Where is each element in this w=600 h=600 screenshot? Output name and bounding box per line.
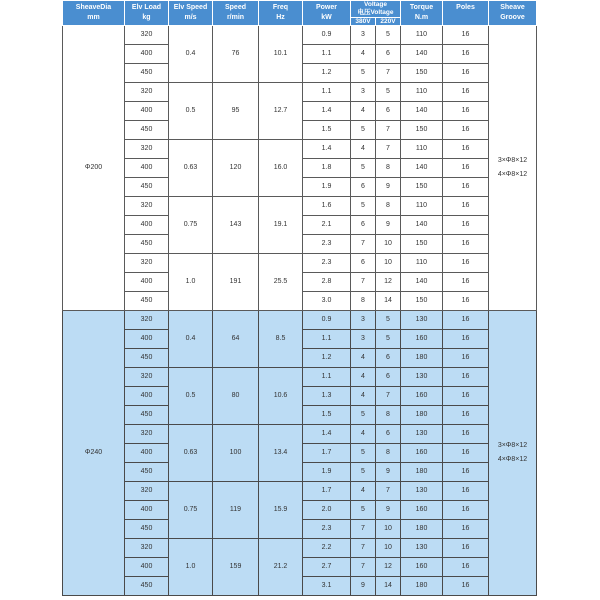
torque-cell: 180	[401, 406, 443, 425]
header-poles-label: Poles	[456, 4, 475, 11]
torque-cell: 110	[401, 254, 443, 273]
header-sheave-dia-unit: mm	[87, 14, 100, 21]
poles-cell: 16	[443, 45, 489, 64]
voltage-220v-cell: 6	[376, 102, 401, 121]
voltage-380v-cell: 4	[351, 482, 376, 501]
voltage-380v-cell: 3	[351, 311, 376, 330]
elv-load-cell: 450	[125, 64, 169, 83]
table-row	[63, 368, 537, 387]
voltage-220v-cell: 8	[376, 159, 401, 178]
elv-speed-cell: 0.4	[169, 311, 213, 368]
torque-cell: 130	[401, 539, 443, 558]
torque-cell: 160	[401, 330, 443, 349]
poles-cell: 16	[443, 349, 489, 368]
elv-load-cell: 450	[125, 577, 169, 596]
power-cell: 0.9	[303, 311, 351, 330]
header-power-label: Power	[315, 4, 337, 11]
voltage-380v-cell: 4	[351, 140, 376, 159]
power-cell: 1.7	[303, 444, 351, 463]
torque-cell: 180	[401, 520, 443, 539]
elv-load-cell: 320	[125, 254, 169, 273]
speed-cell: 159	[213, 539, 259, 596]
voltage-380v-cell: 8	[351, 292, 376, 311]
table-row	[63, 26, 537, 45]
voltage-380v-cell: 7	[351, 558, 376, 577]
power-cell: 1.7	[303, 482, 351, 501]
header-sheave-label: Sheave	[500, 4, 525, 11]
voltage-220v-cell: 6	[376, 425, 401, 444]
header-voltage	[351, 1, 401, 18]
torque-cell: 130	[401, 482, 443, 501]
voltage-380v-cell: 5	[351, 197, 376, 216]
voltage-220v-cell: 6	[376, 368, 401, 387]
group-phi200	[63, 26, 537, 311]
power-cell: 2.1	[303, 216, 351, 235]
voltage-220v-cell: 7	[376, 482, 401, 501]
torque-cell: 160	[401, 558, 443, 577]
poles-cell: 16	[443, 216, 489, 235]
torque-cell: 110	[401, 26, 443, 45]
voltage-380v-cell: 4	[351, 387, 376, 406]
voltage-220v-cell: 7	[376, 64, 401, 83]
table-row	[63, 197, 537, 216]
groove-option-3: 3×Φ8×12	[497, 442, 528, 449]
voltage-380v-cell: 4	[351, 102, 376, 121]
torque-cell: 140	[401, 159, 443, 178]
header-torque-label: Torque	[409, 4, 434, 11]
table-row	[63, 482, 537, 501]
elv-load-cell: 450	[125, 463, 169, 482]
elv-speed-cell: 0.5	[169, 368, 213, 425]
power-cell: 0.9	[303, 26, 351, 45]
header-torque	[401, 1, 443, 26]
voltage-220v-cell: 10	[376, 520, 401, 539]
header-groove-label: Groove	[500, 14, 525, 21]
poles-cell: 16	[443, 444, 489, 463]
elv-load-cell: 450	[125, 235, 169, 254]
header-freq	[259, 1, 303, 26]
power-cell: 2.8	[303, 273, 351, 292]
header-sheave-dia	[63, 1, 125, 26]
poles-cell: 16	[443, 368, 489, 387]
voltage-220v-cell: 8	[376, 197, 401, 216]
voltage-380v-cell: 7	[351, 520, 376, 539]
poles-cell: 16	[443, 425, 489, 444]
voltage-380v-cell: 5	[351, 463, 376, 482]
header-sheave-groove	[489, 1, 537, 26]
power-cell: 2.3	[303, 520, 351, 539]
speed-cell: 143	[213, 197, 259, 254]
voltage-220v-cell: 5	[376, 311, 401, 330]
voltage-380v-cell: 5	[351, 64, 376, 83]
elv-speed-cell: 0.5	[169, 83, 213, 140]
elv-load-cell: 400	[125, 273, 169, 292]
voltage-220v-cell: 12	[376, 273, 401, 292]
torque-cell: 140	[401, 216, 443, 235]
speed-cell: 76	[213, 26, 259, 83]
power-cell: 1.4	[303, 102, 351, 121]
poles-cell: 16	[443, 539, 489, 558]
voltage-220v-cell: 10	[376, 254, 401, 273]
speed-cell: 191	[213, 254, 259, 311]
sheave-dia-cell: Φ200	[63, 26, 125, 311]
poles-cell: 16	[443, 102, 489, 121]
header-speed-label: Speed	[224, 4, 246, 11]
elv-load-cell: 400	[125, 501, 169, 520]
power-cell: 1.6	[303, 197, 351, 216]
elv-speed-cell: 1.0	[169, 539, 213, 596]
speed-cell: 100	[213, 425, 259, 482]
power-cell: 2.3	[303, 254, 351, 273]
torque-cell: 160	[401, 444, 443, 463]
groove-option-3: 3×Φ8×12	[497, 157, 528, 164]
torque-cell: 140	[401, 45, 443, 64]
power-cell: 1.5	[303, 121, 351, 140]
voltage-220v-cell: 9	[376, 216, 401, 235]
header-speed-unit: r/min	[226, 14, 245, 21]
voltage-220v-cell: 10	[376, 235, 401, 254]
torque-cell: 130	[401, 311, 443, 330]
elv-speed-cell: 0.75	[169, 482, 213, 539]
elv-load-cell: 450	[125, 349, 169, 368]
power-cell: 2.2	[303, 539, 351, 558]
header-power	[303, 1, 351, 26]
voltage-380v-cell: 3	[351, 330, 376, 349]
power-cell: 2.7	[303, 558, 351, 577]
table-row	[63, 425, 537, 444]
elv-load-cell: 400	[125, 387, 169, 406]
voltage-220v-cell: 14	[376, 577, 401, 596]
power-cell: 2.3	[303, 235, 351, 254]
voltage-380v-cell: 3	[351, 26, 376, 45]
freq-cell: 19.1	[259, 197, 303, 254]
torque-cell: 110	[401, 197, 443, 216]
poles-cell: 16	[443, 178, 489, 197]
poles-cell: 16	[443, 26, 489, 45]
speed-cell: 80	[213, 368, 259, 425]
voltage-380v-cell: 7	[351, 539, 376, 558]
elv-load-cell: 320	[125, 539, 169, 558]
header-freq-label: Freq	[272, 4, 289, 11]
voltage-220v-cell: 6	[376, 45, 401, 64]
elv-load-cell: 400	[125, 159, 169, 178]
torque-cell: 140	[401, 102, 443, 121]
power-cell: 1.5	[303, 406, 351, 425]
voltage-220v-cell: 9	[376, 501, 401, 520]
elv-load-cell: 450	[125, 121, 169, 140]
elv-load-cell: 450	[125, 520, 169, 539]
elv-load-cell: 320	[125, 197, 169, 216]
freq-cell: 12.7	[259, 83, 303, 140]
elv-load-cell: 320	[125, 425, 169, 444]
power-cell: 3.1	[303, 577, 351, 596]
poles-cell: 16	[443, 387, 489, 406]
torque-cell: 160	[401, 387, 443, 406]
voltage-220v-cell: 10	[376, 539, 401, 558]
freq-cell: 10.6	[259, 368, 303, 425]
torque-cell: 180	[401, 463, 443, 482]
elv-load-cell: 400	[125, 558, 169, 577]
elv-speed-cell: 1.0	[169, 254, 213, 311]
poles-cell: 16	[443, 520, 489, 539]
header-poles	[443, 1, 489, 26]
poles-cell: 16	[443, 140, 489, 159]
power-cell: 1.1	[303, 368, 351, 387]
sheave-dia-cell: Φ240	[63, 311, 125, 596]
voltage-380v-cell: 7	[351, 273, 376, 292]
power-cell: 1.1	[303, 83, 351, 102]
speed-cell: 119	[213, 482, 259, 539]
header-sheave-dia-label: SheaveDia	[75, 4, 112, 11]
elv-speed-cell: 0.75	[169, 197, 213, 254]
torque-cell: 160	[401, 501, 443, 520]
power-cell: 1.2	[303, 349, 351, 368]
speed-cell: 120	[213, 140, 259, 197]
voltage-380v-cell: 5	[351, 406, 376, 425]
voltage-380v-cell: 6	[351, 178, 376, 197]
voltage-220v-cell: 5	[376, 26, 401, 45]
freq-cell: 13.4	[259, 425, 303, 482]
power-cell: 1.2	[303, 64, 351, 83]
header-voltage-label: Voltage	[364, 1, 387, 8]
header-elv-speed	[169, 1, 213, 26]
elv-load-cell: 320	[125, 482, 169, 501]
poles-cell: 16	[443, 121, 489, 140]
voltage-380v-cell: 4	[351, 368, 376, 387]
torque-cell: 110	[401, 140, 443, 159]
elv-load-cell: 320	[125, 368, 169, 387]
elv-load-cell: 400	[125, 330, 169, 349]
poles-cell: 16	[443, 273, 489, 292]
voltage-380v-cell: 5	[351, 121, 376, 140]
voltage-220v-cell: 8	[376, 406, 401, 425]
voltage-380v-cell: 4	[351, 425, 376, 444]
poles-cell: 16	[443, 463, 489, 482]
poles-cell: 16	[443, 64, 489, 83]
power-cell: 1.9	[303, 178, 351, 197]
header-elv-load	[125, 1, 169, 26]
voltage-380v-cell: 4	[351, 349, 376, 368]
header-elv-load-unit: kg	[142, 14, 151, 21]
torque-cell: 140	[401, 273, 443, 292]
poles-cell: 16	[443, 482, 489, 501]
voltage-380v-cell: 3	[351, 83, 376, 102]
table-row	[63, 539, 537, 558]
poles-cell: 16	[443, 197, 489, 216]
header-elv-speed-label: Elv Speed	[173, 4, 208, 11]
poles-cell: 16	[443, 159, 489, 178]
spec-table-container	[62, 0, 536, 596]
poles-cell: 16	[443, 577, 489, 596]
power-cell: 1.1	[303, 45, 351, 64]
torque-cell: 150	[401, 121, 443, 140]
power-cell: 1.9	[303, 463, 351, 482]
voltage-220v-cell: 8	[376, 444, 401, 463]
header-elv-load-label: Elv Load	[131, 4, 162, 11]
torque-cell: 150	[401, 178, 443, 197]
freq-cell: 10.1	[259, 26, 303, 83]
elv-load-cell: 400	[125, 45, 169, 64]
freq-cell: 16.0	[259, 140, 303, 197]
table-row	[63, 311, 537, 330]
elv-speed-cell: 0.63	[169, 140, 213, 197]
poles-cell: 16	[443, 83, 489, 102]
voltage-380v-cell: 5	[351, 444, 376, 463]
speed-cell: 64	[213, 311, 259, 368]
voltage-380v-cell: 6	[351, 254, 376, 273]
torque-cell: 130	[401, 425, 443, 444]
torque-cell: 150	[401, 235, 443, 254]
elv-speed-cell: 0.4	[169, 26, 213, 83]
voltage-380v-cell: 4	[351, 45, 376, 64]
table-header	[63, 1, 537, 26]
header-voltage-cn: 电压Voltage	[357, 9, 394, 16]
poles-cell: 16	[443, 501, 489, 520]
voltage-220v-cell: 5	[376, 330, 401, 349]
poles-cell: 16	[443, 254, 489, 273]
sheave-groove-cell	[489, 311, 537, 596]
voltage-380v-cell: 6	[351, 216, 376, 235]
freq-cell: 21.2	[259, 539, 303, 596]
sheave-groove-cell	[489, 26, 537, 311]
elv-load-cell: 400	[125, 444, 169, 463]
header-power-unit: kW	[321, 14, 332, 21]
speed-cell: 95	[213, 83, 259, 140]
torque-cell: 180	[401, 577, 443, 596]
voltage-220v-cell: 7	[376, 121, 401, 140]
header-elv-speed-unit: m/s	[184, 14, 197, 21]
freq-cell: 15.9	[259, 482, 303, 539]
table-row	[63, 83, 537, 102]
elv-load-cell: 320	[125, 26, 169, 45]
poles-cell: 16	[443, 311, 489, 330]
torque-cell: 110	[401, 83, 443, 102]
torque-cell: 150	[401, 292, 443, 311]
freq-cell: 25.5	[259, 254, 303, 311]
elv-load-cell: 400	[125, 102, 169, 121]
poles-cell: 16	[443, 558, 489, 577]
header-voltage-220v: 220V	[376, 18, 401, 26]
poles-cell: 16	[443, 292, 489, 311]
torque-cell: 180	[401, 349, 443, 368]
group-phi240	[63, 311, 537, 596]
voltage-220v-cell: 9	[376, 178, 401, 197]
elv-load-cell: 320	[125, 83, 169, 102]
groove-option-4: 4×Φ8×12	[497, 171, 528, 178]
voltage-380v-cell: 5	[351, 159, 376, 178]
voltage-220v-cell: 6	[376, 349, 401, 368]
voltage-380v-cell: 9	[351, 577, 376, 596]
header-voltage-380v: 380V	[351, 18, 376, 26]
header-speed	[213, 1, 259, 26]
power-cell: 1.4	[303, 425, 351, 444]
elv-load-cell: 450	[125, 178, 169, 197]
poles-cell: 16	[443, 235, 489, 254]
torque-cell: 130	[401, 368, 443, 387]
table-row	[63, 254, 537, 273]
elv-load-cell: 450	[125, 406, 169, 425]
power-cell: 1.8	[303, 159, 351, 178]
header-torque-unit: N.m	[414, 14, 429, 21]
elv-load-cell: 320	[125, 140, 169, 159]
elv-load-cell: 400	[125, 216, 169, 235]
voltage-220v-cell: 7	[376, 387, 401, 406]
power-cell: 2.0	[303, 501, 351, 520]
power-cell: 1.3	[303, 387, 351, 406]
traction-machine-spec-table	[62, 0, 537, 596]
groove-option-4: 4×Φ8×12	[497, 456, 528, 463]
header-freq-unit: Hz	[276, 14, 285, 21]
power-cell: 1.1	[303, 330, 351, 349]
voltage-220v-cell: 12	[376, 558, 401, 577]
power-cell: 3.0	[303, 292, 351, 311]
voltage-380v-cell: 5	[351, 501, 376, 520]
elv-speed-cell: 0.63	[169, 425, 213, 482]
voltage-220v-cell: 5	[376, 83, 401, 102]
poles-cell: 16	[443, 330, 489, 349]
power-cell: 1.4	[303, 140, 351, 159]
table-row	[63, 140, 537, 159]
elv-load-cell: 320	[125, 311, 169, 330]
torque-cell: 150	[401, 64, 443, 83]
voltage-220v-cell: 9	[376, 463, 401, 482]
voltage-380v-cell: 7	[351, 235, 376, 254]
poles-cell: 16	[443, 406, 489, 425]
freq-cell: 8.5	[259, 311, 303, 368]
voltage-220v-cell: 7	[376, 140, 401, 159]
elv-load-cell: 450	[125, 292, 169, 311]
voltage-220v-cell: 14	[376, 292, 401, 311]
